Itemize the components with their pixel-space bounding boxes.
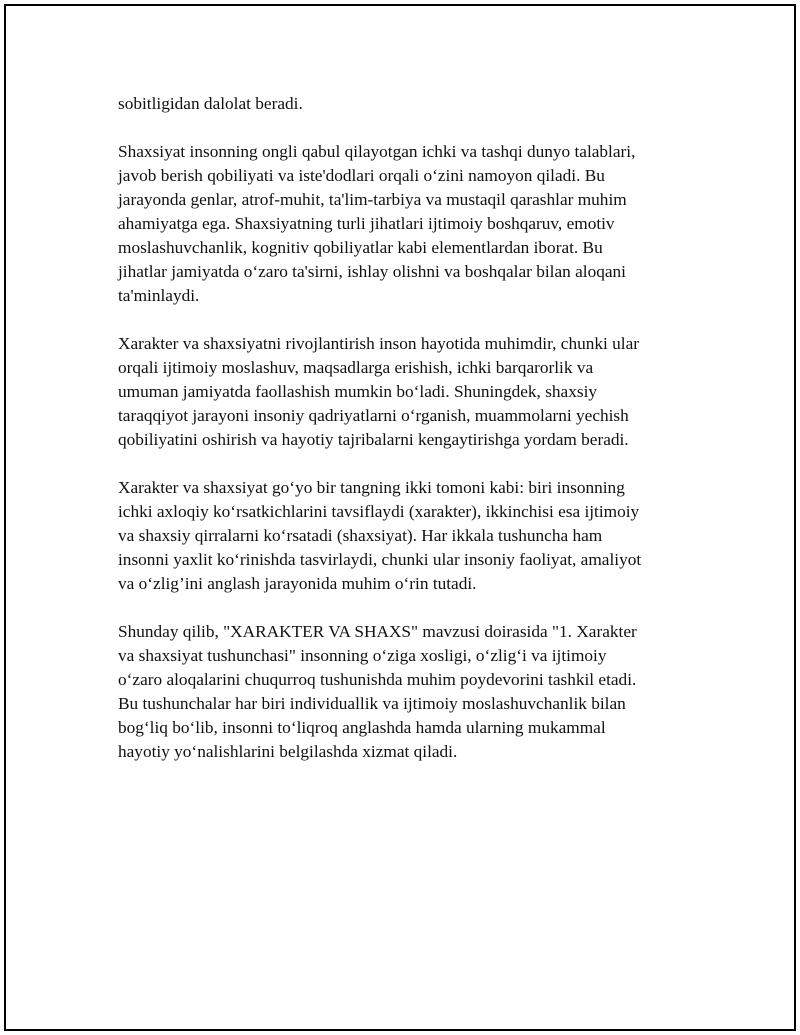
text-line: sobitligidan dalolat beradi. bbox=[118, 94, 303, 113]
text-line: ichki axloqiy ko‘rsatkichlarini tavsiflaydi (xarakter), ikkinchisi esa ijtimoiy bbox=[118, 502, 640, 521]
paragraph-3 bbox=[118, 332, 688, 452]
text-line: taraqqiyot jarayoni insoniy qadriyatlarni o‘rganish, muammolarni yechish bbox=[118, 406, 629, 425]
text-line: jarayonda genlar, atrof-muhit, ta'lim-tarbiya va mustaqil qarashlar muhim bbox=[118, 190, 627, 209]
text-line: hayotiy yo‘nalishlarini belgilashda xizmat qiladi. bbox=[118, 742, 458, 761]
text-line: bog‘liq bo‘lib, insonni to‘liqroq anglashda hamda ularning mukammal bbox=[118, 718, 606, 737]
text-line: o‘zaro aloqalarini chuqurroq tushunishda muhim poydevorini tashkil etadi. bbox=[118, 670, 637, 689]
text-line: Shunday qilib, "XARAKTER VA SHAXS" mavzusi doirasida "1. Xarakter bbox=[118, 622, 637, 641]
text-line: va o‘zlig’ini anglash jarayonida muhim o‘rin tutadi. bbox=[118, 574, 477, 593]
paragraph-1 bbox=[118, 92, 688, 116]
text-line: Bu tushunchalar har biri individuallik va ijtimoiy moslashuvchanlik bilan bbox=[118, 694, 626, 713]
text-line: ta'minlaydi. bbox=[118, 286, 200, 305]
text-line: jihatlar jamiyatda o‘zaro ta'sirni, ishlay olishni va boshqalar bilan aloqani bbox=[118, 262, 626, 281]
text-line: insonni yaxlit ko‘rinishda tasvirlaydi, chunki ular insoniy faoliyat, amaliyot bbox=[118, 550, 642, 569]
document-body bbox=[118, 92, 688, 788]
text-line: va shaxsiyat tushunchasi" insonning o‘ziga xosligi, o‘zlig‘i va ijtimoiy bbox=[118, 646, 607, 665]
paragraph-4 bbox=[118, 476, 688, 596]
text-line: umuman jamiyatda faollashish mumkin bo‘ladi. Shuningdek, shaxsiy bbox=[118, 382, 598, 401]
text-line: va shaxsiy qirralarni ko‘rsatadi (shaxsiyat). Har ikkala tushuncha ham bbox=[118, 526, 603, 545]
text-line: Shaxsiyat insonning ongli qabul qilayotgan ichki va tashqi dunyo talablari, bbox=[118, 142, 636, 161]
page-frame bbox=[4, 4, 796, 1031]
paragraph-5 bbox=[118, 620, 688, 764]
text-line: Xarakter va shaxsiyatni rivojlantirish inson hayotida muhimdir, chunki ular bbox=[118, 334, 639, 353]
text-line: ahamiyatga ega. Shaxsiyatning turli jihatlari ijtimoiy boshqaruv, emotiv bbox=[118, 214, 615, 233]
text-line: Xarakter va shaxsiyat go‘yo bir tangning ikki tomoni kabi: biri insonning bbox=[118, 478, 625, 497]
paragraph-2 bbox=[118, 140, 688, 308]
text-line: qobiliyatini oshirish va hayotiy tajribalarni kengaytirishga yordam beradi. bbox=[118, 430, 629, 449]
text-line: javob berish qobiliyati va iste'dodlari orqali o‘zini namoyon qiladi. Bu bbox=[118, 166, 605, 185]
text-line: moslashuvchanlik, kognitiv qobiliyatlar kabi elementlardan iborat. Bu bbox=[118, 238, 603, 257]
text-line: orqali ijtimoiy moslashuv, maqsadlarga erishish, ichki barqarorlik va bbox=[118, 358, 594, 377]
